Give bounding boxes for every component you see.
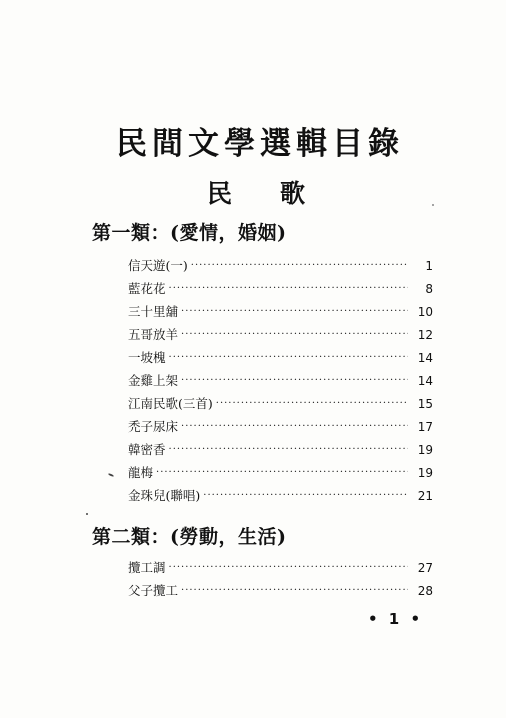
toc-entry-page: 10 [417,305,433,319]
dot-leader [181,585,408,596]
dot-leader [203,490,408,501]
subtitle-char-1: 民 [206,179,232,208]
toc-entry-page: 27 [417,561,433,575]
toc-entry-page: 1 [425,259,433,273]
toc-entry[interactable] [128,417,433,440]
dot-leader [169,283,408,294]
toc-entry-page: 8 [425,282,433,296]
toc-entry[interactable] [128,463,433,486]
toc-entry[interactable] [128,279,433,302]
toc-entry-page: 15 [417,397,433,411]
toc-entry-title: 五哥放羊 [128,327,179,342]
document-title: 民間文學選輯目錄 [116,126,404,162]
dot-leader [181,329,408,340]
toc-entry-page: 14 [417,374,433,388]
toc-entry-title: 攬工調 [128,560,166,575]
toc-entry-title: 龍梅 [128,465,154,480]
toc-entry-title: 一坡槐 [128,350,166,365]
toc-entry[interactable] [128,558,433,581]
dot-leader [181,306,408,317]
toc-entry-title: 江南民歌(三首) [128,396,213,411]
toc-entry[interactable] [128,302,433,325]
page-number: • 1 • [368,610,424,628]
dot-leader [169,352,408,363]
toc-entry[interactable] [128,440,433,463]
toc-entry-page: 17 [417,420,433,434]
toc-entry[interactable] [128,256,433,279]
scan-speck [86,513,88,515]
dot-leader [181,375,408,386]
dot-leader [181,421,408,432]
toc-list-section-2 [128,558,433,604]
toc-entry-page: 21 [417,489,433,503]
section-heading-labor-life: 第二類：(勞動，生活) [92,526,287,548]
toc-entry-page: 12 [417,328,433,342]
toc-entry[interactable] [128,371,433,394]
section-heading-love-marriage: 第一類：(愛情，婚姻) [92,222,287,244]
scan-speck [432,204,434,206]
dot-leader [156,467,408,478]
dot-leader [169,562,408,573]
toc-entry-page: 28 [417,584,433,598]
toc-entry[interactable] [128,394,433,417]
toc-entry-title: 父子攬工 [128,583,179,598]
dot-leader [169,444,408,455]
toc-entry[interactable] [128,486,433,509]
toc-entry-title: 金珠兒(聯唱) [128,488,201,503]
toc-entry-title: 金雞上架 [128,373,179,388]
scan-speck [108,473,114,477]
toc-entry-title: 韓密香 [128,442,166,457]
dot-leader [216,398,408,409]
document-subtitle [6,174,506,210]
toc-entry-page: 19 [417,443,433,457]
toc-entry[interactable] [128,325,433,348]
toc-entry[interactable] [128,348,433,371]
toc-entry-title: 藍花花 [128,281,166,296]
toc-entry-page: 19 [417,466,433,480]
toc-entry-title: 禿子尿床 [128,419,179,434]
dot-leader [191,260,408,271]
toc-entry[interactable] [128,581,433,604]
subtitle-char-2: 歌 [280,179,306,208]
toc-entry-title: 三十里舖 [128,304,179,319]
toc-entry-title: 信天遊(一) [128,258,188,273]
toc-entry-page: 14 [417,351,433,365]
toc-list-section-1 [128,256,433,509]
